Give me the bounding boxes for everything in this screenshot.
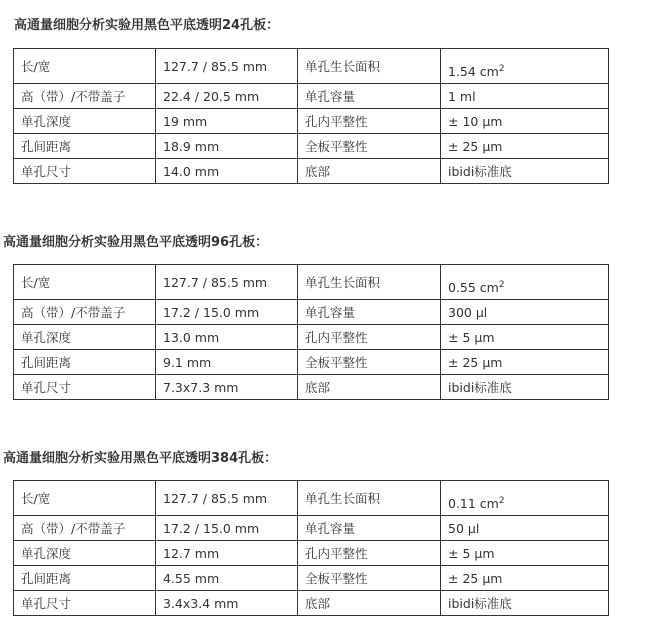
label-cell: 高（带）/不带盖子: [14, 300, 156, 325]
table-row: [14, 265, 609, 300]
superscript: 2: [498, 495, 505, 506]
value-cell: 3.4x3.4 mm: [156, 591, 298, 616]
table-row: [14, 300, 609, 325]
section-title-96-well: 高通量细胞分析实验用黑色平底透明96孔板：: [3, 235, 269, 250]
label-cell: 底部: [298, 591, 441, 616]
section-title-384-well: 高通量细胞分析实验用黑色平底透明384孔板：: [3, 451, 278, 466]
table-row: [14, 481, 609, 516]
label-cell: 孔内平整性: [298, 325, 441, 350]
label-cell: 长/宽: [14, 49, 156, 84]
label-cell: 全板平整性: [298, 134, 441, 159]
value-cell: 19 mm: [156, 109, 298, 134]
value-cell: 127.7 / 85.5 mm: [156, 49, 298, 84]
spec-table-24-well: [13, 48, 609, 184]
value-cell: 13.0 mm: [156, 325, 298, 350]
label-cell: 孔内平整性: [298, 541, 441, 566]
value-cell: ± 25 µm: [441, 566, 609, 591]
label-cell: 单孔容量: [298, 84, 441, 109]
label-cell: 单孔尺寸: [14, 375, 156, 400]
value-cell: 50 µl: [441, 516, 609, 541]
label-cell: 单孔生长面积: [298, 481, 441, 516]
value-cell: ± 10 µm: [441, 109, 609, 134]
label-cell: 单孔容量: [298, 516, 441, 541]
value-cell: ± 25 µm: [441, 134, 609, 159]
superscript: 2: [498, 279, 505, 290]
label-cell: 全板平整性: [298, 566, 441, 591]
table-row: [14, 84, 609, 109]
table-row: [14, 375, 609, 400]
label-cell: 单孔深度: [14, 541, 156, 566]
label-cell: 高（带）/不带盖子: [14, 84, 156, 109]
spec-table-96-well: [13, 264, 609, 400]
label-cell: 全板平整性: [298, 350, 441, 375]
value-cell: 18.9 mm: [156, 134, 298, 159]
label-cell: 单孔生长面积: [298, 265, 441, 300]
value-cell: ± 5 µm: [441, 541, 609, 566]
label-cell: 单孔深度: [14, 109, 156, 134]
label-cell: 高（带）/不带盖子: [14, 516, 156, 541]
label-cell: 单孔容量: [298, 300, 441, 325]
label-cell: 孔内平整性: [298, 109, 441, 134]
value-cell: ± 5 µm: [441, 325, 609, 350]
superscript: 2: [498, 63, 505, 74]
table-row: [14, 109, 609, 134]
value-cell: [441, 481, 609, 516]
label-cell: 长/宽: [14, 481, 156, 516]
value-cell: 14.0 mm: [156, 159, 298, 184]
table-row: [14, 134, 609, 159]
spec-table-384-well: [13, 480, 609, 616]
value-cell: 1 ml: [441, 84, 609, 109]
table-row: [14, 325, 609, 350]
value-cell: ± 25 µm: [441, 350, 609, 375]
section-title-24-well: 高通量细胞分析实验用黑色平底透明24孔板：: [14, 18, 280, 33]
table-row: [14, 159, 609, 184]
value-cell: [441, 265, 609, 300]
table-row: [14, 516, 609, 541]
label-cell: 孔间距离: [14, 134, 156, 159]
label-cell: 单孔深度: [14, 325, 156, 350]
label-cell: 孔间距离: [14, 566, 156, 591]
label-cell: 单孔尺寸: [14, 591, 156, 616]
value-cell: 17.2 / 15.0 mm: [156, 300, 298, 325]
table-row: [14, 591, 609, 616]
table-row: [14, 350, 609, 375]
table-row: [14, 541, 609, 566]
table-row: [14, 49, 609, 84]
value-cell: 300 µl: [441, 300, 609, 325]
value-text: 1.54 cm: [448, 64, 499, 79]
value-cell: ibidi标准底: [441, 375, 609, 400]
value-cell: 127.7 / 85.5 mm: [156, 265, 298, 300]
label-cell: 底部: [298, 375, 441, 400]
value-cell: 4.55 mm: [156, 566, 298, 591]
value-text: 0.11 cm: [448, 496, 499, 511]
value-cell: 17.2 / 15.0 mm: [156, 516, 298, 541]
label-cell: 单孔生长面积: [298, 49, 441, 84]
value-text: 0.55 cm: [448, 280, 499, 295]
value-cell: 7.3x7.3 mm: [156, 375, 298, 400]
label-cell: 单孔尺寸: [14, 159, 156, 184]
value-cell: 22.4 / 20.5 mm: [156, 84, 298, 109]
value-cell: 12.7 mm: [156, 541, 298, 566]
value-cell: 9.1 mm: [156, 350, 298, 375]
value-cell: [441, 49, 609, 84]
label-cell: 底部: [298, 159, 441, 184]
value-cell: 127.7 / 85.5 mm: [156, 481, 298, 516]
value-cell: ibidi标准底: [441, 159, 609, 184]
label-cell: 孔间距离: [14, 350, 156, 375]
table-row: [14, 566, 609, 591]
value-cell: ibidi标准底: [441, 591, 609, 616]
label-cell: 长/宽: [14, 265, 156, 300]
